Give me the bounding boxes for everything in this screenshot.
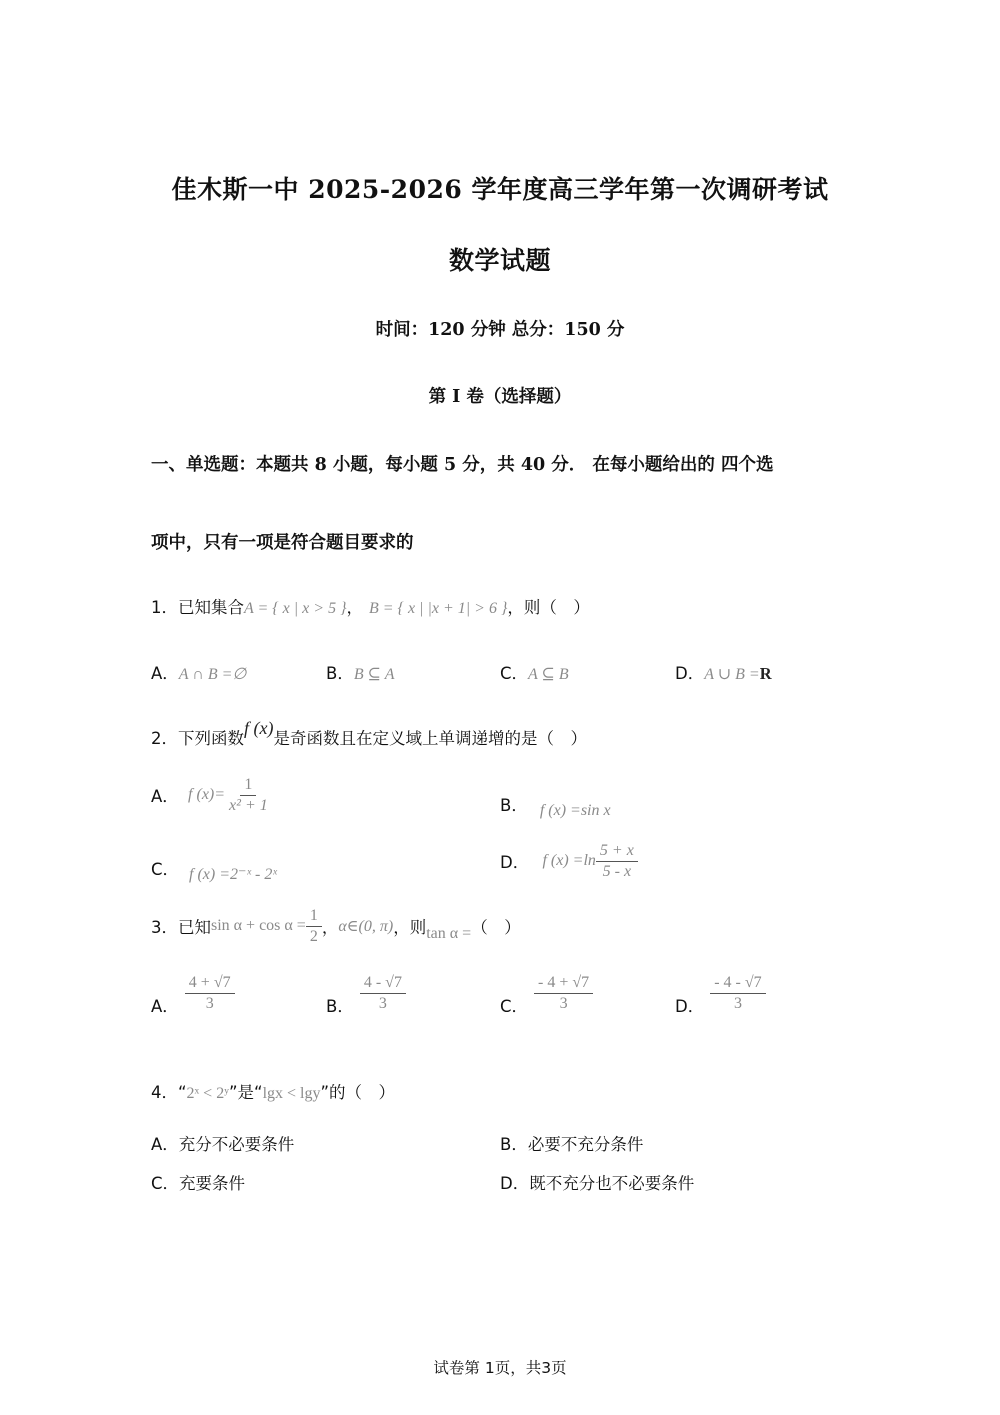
question-4-prefix: 4．“ — [151, 1083, 187, 1102]
fraction-denominator: 2 — [309, 927, 318, 945]
q4-option-c[interactable] — [151, 1170, 245, 1194]
option-expression: A ∩ B =∅ — [178, 666, 247, 683]
option-label: A． — [151, 1135, 179, 1154]
question-4 — [151, 1079, 395, 1103]
option-label: D． — [500, 853, 530, 873]
option-fraction — [225, 776, 272, 814]
option-lhs: f (x)= — [188, 786, 226, 804]
question-1-suffix: ，则（ ） — [507, 598, 590, 617]
q2-option-a[interactable] — [151, 776, 272, 814]
q3-option-b[interactable] — [326, 974, 406, 1017]
fraction-denominator: 3 — [559, 994, 568, 1012]
fraction-numerator: 4 - √7 — [360, 974, 406, 994]
fraction-numerator: 4 + √7 — [185, 974, 235, 994]
q2-option-d[interactable] — [500, 842, 638, 880]
fraction-denominator: 5 - x — [602, 862, 632, 880]
section-heading-line2: 项中，只有一项是符合题目要求的 — [151, 533, 414, 553]
fraction-denominator: 3 — [205, 994, 214, 1012]
exam-meta: 时间：120 分钟 总分：150 分 — [375, 320, 625, 340]
question-3-suffix: （ ） — [471, 918, 521, 938]
fraction-denominator: 3 — [733, 994, 742, 1012]
option-text: 充要条件 — [179, 1174, 246, 1193]
q4-option-d[interactable] — [500, 1170, 694, 1194]
question-3 — [151, 907, 521, 945]
option-label: B． — [326, 997, 354, 1017]
condition-1: 2ˣ < 2ʸ — [186, 1085, 229, 1102]
exam-title: 佳木斯一中 2025-2026 学年度高三学年第一次调研考试 — [171, 175, 829, 204]
question-2-suffix: 是奇函数且在定义域上单调递增的是（ ） — [273, 729, 587, 748]
volume-heading: 第 I 卷（选择题） — [428, 387, 572, 407]
option-label: D． — [675, 664, 705, 683]
q1-option-c[interactable] — [500, 660, 569, 684]
exam-subtitle: 数学试题 — [448, 246, 551, 275]
option-label: B． — [326, 664, 354, 683]
option-label: A． — [151, 787, 179, 807]
fraction-numerator: - 4 + √7 — [534, 974, 593, 994]
q2-option-b[interactable] — [500, 792, 611, 819]
option-label: D． — [500, 1174, 530, 1193]
option-label: A． — [151, 664, 179, 683]
question-3-prefix: 3．已知 — [151, 918, 211, 938]
question-4-suffix: ”的（ ） — [320, 1083, 396, 1102]
option-label: A． — [151, 997, 179, 1017]
trig-expression: sin α + cos α = — [211, 917, 306, 935]
q1-option-a[interactable] — [151, 660, 246, 684]
option-fraction — [360, 974, 406, 1012]
question-4-mid: ”是“ — [228, 1083, 263, 1102]
real-numbers-symbol: R — [759, 664, 772, 683]
alpha-range: α∈(0, π) — [338, 918, 394, 936]
option-fraction — [710, 974, 765, 1012]
q3-option-a[interactable] — [151, 974, 235, 1017]
option-text: 充分不必要条件 — [178, 1135, 295, 1154]
q4-option-a[interactable] — [151, 1131, 294, 1155]
question-1 — [151, 594, 590, 618]
option-label: C． — [500, 664, 529, 683]
question-3-comma: ， — [321, 918, 339, 938]
fraction-numerator: 1 — [306, 907, 322, 927]
option-text: 既不充分也不必要条件 — [529, 1174, 695, 1193]
q1-option-b[interactable] — [326, 660, 395, 684]
question-2-prefix: 2．下列函数 — [151, 729, 244, 748]
set-a-expression: A = { x | x > 5 } — [244, 600, 347, 617]
question-3-then: ，则 — [393, 918, 427, 938]
function-symbol: f (x) — [244, 718, 274, 738]
option-fraction — [534, 974, 593, 1012]
option-label: C． — [151, 1174, 180, 1193]
option-label: C． — [500, 997, 529, 1017]
option-text: 必要不充分条件 — [527, 1135, 644, 1154]
option-label: D． — [675, 997, 705, 1017]
option-fraction — [185, 974, 235, 1012]
fraction-numerator: - 4 - √7 — [710, 974, 765, 994]
page-footer: 试卷第 1页，共3页 — [433, 1359, 567, 1377]
fraction-numerator: 5 + x — [596, 842, 638, 862]
option-expression: B ⊆ A — [353, 666, 395, 683]
option-fraction — [596, 842, 638, 880]
question-2 — [151, 718, 587, 749]
set-b-expression: B = { x | |x + 1| > 6 } — [368, 600, 508, 617]
question-1-prefix: 1．已知集合 — [151, 598, 244, 617]
fraction-denominator: x² + 1 — [229, 796, 268, 814]
fraction-numerator: 1 — [240, 776, 256, 796]
option-label: C． — [151, 860, 180, 879]
tan-expression: tan α = — [426, 925, 472, 943]
q4-option-b[interactable] — [500, 1131, 643, 1155]
option-lhs: f (x) =ln — [542, 852, 596, 870]
option-expression: A ∪ B = — [704, 666, 760, 683]
option-label: B． — [500, 1135, 528, 1154]
question-1-comma: ， — [346, 598, 363, 617]
q3-option-d[interactable] — [675, 974, 766, 1017]
option-expression: f (x) =2⁻ˣ - 2ˣ — [189, 866, 277, 883]
option-label: B． — [500, 796, 528, 815]
fraction-denominator: 3 — [378, 994, 387, 1012]
q3-option-c[interactable] — [500, 974, 593, 1017]
q1-option-d[interactable] — [675, 660, 772, 684]
q2-option-c[interactable] — [151, 856, 277, 883]
section-heading-line1: 一、单选题：本题共 8 小题，每小题 5 分，共 40 分． 在每小题给出的 四个选 — [151, 455, 774, 475]
half-fraction — [306, 907, 322, 945]
option-expression: f (x) =sin x — [539, 802, 611, 819]
option-expression: A ⊆ B — [528, 666, 569, 683]
condition-2: lgx < lgy — [262, 1085, 321, 1102]
